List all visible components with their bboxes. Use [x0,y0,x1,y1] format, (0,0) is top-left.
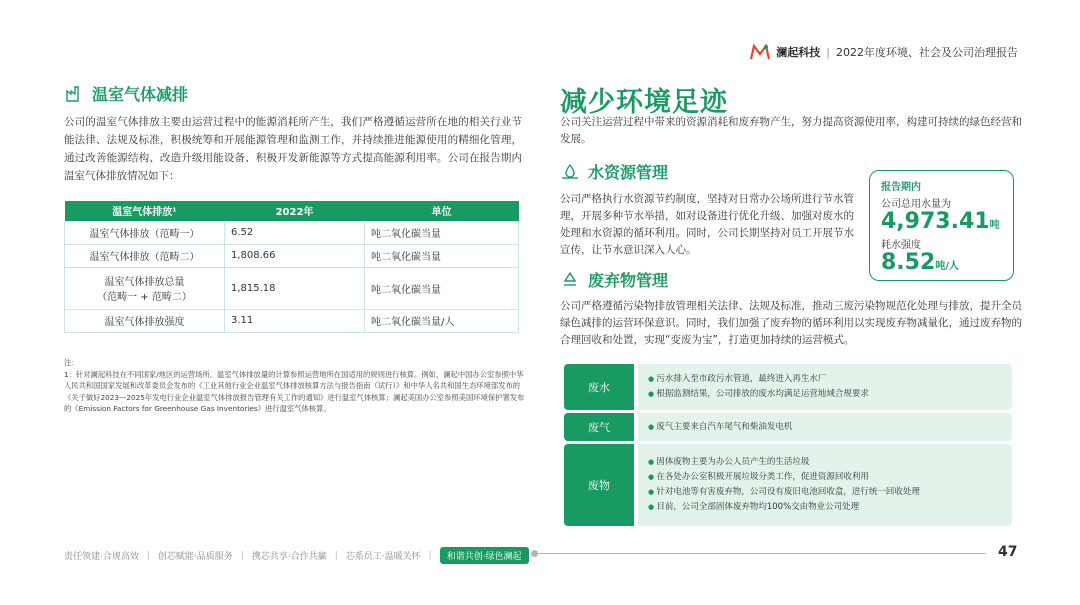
list-item: ● 固体废物主要为办公人员产生的生活垃圾 [648,455,1002,470]
list-item: ● 目前，公司全部固体废弃物均100%交由物业公司处理 [648,500,1002,515]
stat-period: 报告期内 [881,182,921,193]
row-unit: 吨二氧化碳当量 [365,267,519,309]
stat-intensity-value: 8.52 [881,250,936,275]
footer-item: 责任领建·合规高效 [64,552,139,562]
stat-intensity-label: 耗水强度 [881,240,921,251]
waste-row-solid [564,444,1012,526]
footnote [64,357,526,415]
list-item: ● 在各处办公室积极开展垃圾分类工作，促进资源回收利用 [648,470,1002,485]
stat-total-label: 公司总用水量为 [881,199,951,210]
list-item: ● 污水排入至市政污水管道，最终进入再生水厂 [648,372,1002,387]
page-number: 47 [998,544,1018,560]
waste-section-title [560,268,668,291]
list-item: ● 废气主要来自汽车尾气和柴油发电机 [648,420,1002,435]
waste-row-exhaust [564,413,1012,441]
page-title: 减少环境足迹 [560,87,728,118]
water-hand-icon [560,162,580,182]
ghg-title-text: 温室气体减排 [92,85,189,104]
ghg-section-title [64,82,188,105]
footer-line [534,553,986,554]
table-row [65,244,519,267]
header-separator: | [826,45,830,59]
footer-item: 芯系员工·温暖关怀 [345,552,421,562]
waste-row-wastewater [564,364,1012,410]
row-name: 温室气体排放（范畴一） [65,221,225,244]
row-value: 1,815.18 [225,267,365,309]
col-header-year: 2022年 [225,201,365,221]
env-intro: 公司关注运营过程中带来的资源消耗和废弃物产生，努力提高资源使用率，构建可持续的绿色经营和发展。 [560,116,1022,145]
water-section-title [560,160,668,183]
row-unit: 吨二氧化碳当量 [365,221,519,244]
water-stats-box [869,170,1014,281]
row-name: 温室气体排放强度 [65,309,225,332]
row-unit: 吨二氧化碳当量/人 [365,309,519,332]
list-item: ● 根据监测结果，公司排放的废水均满足运营地域合规要求 [648,387,1002,402]
report-header [750,44,1018,60]
water-text: 公司严格执行水资源节约制度，坚持对日常办公场所进行节水管理，开展多种节水举措，如对设备进行优化升级、加强对废水的处理和水资源的循环利用。同时，公司长期坚持对员工开展节水宣传，让节水意识深入人心。 [560,193,854,256]
table-row [65,309,519,332]
row-value: 1,808.66 [225,244,365,267]
table-row [65,221,519,244]
ghg-table [64,201,519,333]
stat-intensity-unit: 吨/人 [935,261,959,272]
recycle-icon [560,270,580,290]
table-row [65,267,519,309]
footer-item-active: 和谐共创·绿色澜起 [440,547,529,564]
row-name: 温室气体排放总量 （范畴一 + 范畴二） [65,267,225,309]
waste-title-text: 废弃物管理 [588,271,669,290]
stat-total-value: 4,973.41 [881,209,990,234]
stat-total-unit: 吨 [989,220,1000,231]
ghg-table-header [65,201,519,221]
waste-row-label: 废物 [564,444,634,526]
waste-row-content [638,364,1012,410]
factory-icon [64,84,84,104]
footnote-text: 1：针对澜起科技在不同国家/地区的运营场所，温室气体排放量的计算参照运营地所在国适用的规则进行核算。例如，澜起中国办公室参照中华人民共和国国家发展和改革委员会发布的《工业其他行业企业温室气体排放核算方法与报告指南（试行）》和中华人名共和国生态环境部发布的《关于做好2023—2025年发电行业企业温室气体排放报告管理有关工作的通知》进行温室气体核算；澜起美国办公室参照美国环境保护署发布的《Emission Factors for Greenhouse Gas Inventories》进行温室气体核算。 [64,369,525,413]
col-header-item: 温室气体排放¹ [65,201,225,221]
waste-text: 公司严格遵循污染物排放管理相关法律、法规及标准，推动三废污染物规范化处理与排放，提升全员绿色减排的运营环保意识。同时，我们加强了废弃物的循环利用以实现废弃物减量化，通过废弃物的合理回收和处置，实现“变废为宝”，打造更加持续的运营模式。 [560,300,1022,346]
col-header-unit: 单位 [365,201,519,221]
waste-row-label: 废气 [564,413,634,441]
row-name: 温室气体排放（范畴二） [65,244,225,267]
waste-row-content [638,413,1012,441]
company-logo-icon [750,44,770,60]
row-value: 3.11 [225,309,365,332]
waste-row-label: 废水 [564,364,634,410]
report-title: 2022年度环境、社会及公司治理报告 [836,46,1018,59]
list-item: ● 针对电池等有害废弃物，公司设有废旧电池回收盒，进行统一回收处理 [648,485,1002,500]
footnote-title: 注： [64,358,79,367]
brand-name: 澜起科技 [776,46,821,59]
ghg-intro: 公司的温室气体排放主要由运营过程中的能源消耗所产生，我们严格遵循运营所在地的相关行业节能法律、法规及标准，积极统筹和开展能源管理和监测工作，并持续推进能源使用的精细化管理，通过改善能源结构、改造升级用能设备、积极开发新能源等方式提高能源利用率。公司在报告期内温室气体排放情况如下： [64,116,522,182]
row-value: 6.52 [225,221,365,244]
waste-row-content [638,444,1012,526]
footer-item: 携芯共享·合作共赢 [251,552,327,562]
water-title-text: 水资源管理 [588,163,669,182]
footer-item: 创芯赋能·品质服务 [157,552,233,562]
footer-nav: 责任领建·合规高效 | 创芯赋能·品质服务 | 携芯共享·合作共赢 | 芯系员工·温暖关怀 | 和谐共创·绿色澜起 [64,547,529,564]
row-unit: 吨二氧化碳当量 [365,244,519,267]
